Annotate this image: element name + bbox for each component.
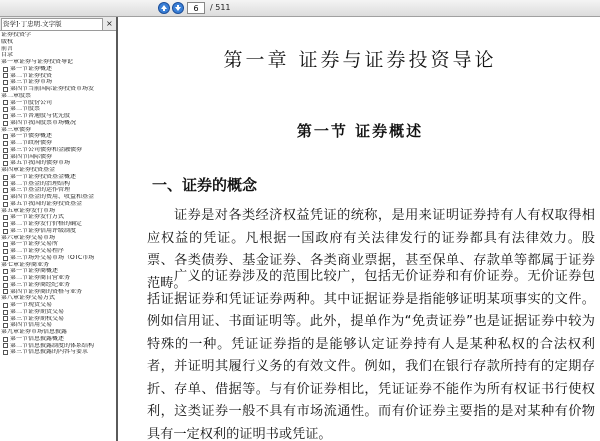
document-page — [120, 17, 600, 441]
bookmark-item[interactable] — [0, 86, 116, 93]
page-icon — [3, 283, 8, 288]
body-paragraph: 广义的证券涉及的范围比较广，包括无价证券和有价证券。无价证券包括证据证券和凭证证券两种。其中证据证券是指能够证明某项事实的文件。例如信用证、书面证明等。此外，提单作为“免责证券”也是证据证券中较为特殊的一种。凭证证券指的是能够认定证券持有人是某种私权的合法权利者，并证明其履行义务的有效文件。例如，我们在银行存款所持有的定期存折、存单、借据等。与有价证券相比，凭证证券不能作为所有权证书行使权利，这类证券一般不具有市场流通性。而有价证券主要指的是对某种有价物具有一定权利的证明书或凭证。 — [147, 269, 595, 441]
bookmark-label: 第二节股票 — [10, 106, 41, 113]
document-tab[interactable]: 资学]·丁忠明.文字版 — [1, 18, 103, 30]
page-icon — [3, 141, 8, 146]
page-icon — [3, 350, 8, 355]
bookmark-label: 第二节基金的治理结构 — [10, 180, 71, 187]
bookmark-label: 第四节当前国际证券投资市场发 — [10, 86, 95, 92]
bookmark-item[interactable] — [0, 73, 116, 80]
bookmark-item[interactable] — [0, 127, 116, 134]
page-icon — [3, 87, 8, 92]
bookmarks-sidebar — [0, 17, 118, 441]
bookmark-label: 第五章证券发行市场 — [1, 207, 56, 214]
page-icon — [3, 80, 8, 85]
close-icon[interactable]: × — [106, 19, 113, 28]
bookmark-item[interactable] — [0, 322, 116, 329]
bookmark-label: 第一节证券概述 — [10, 65, 53, 72]
bookmark-item[interactable] — [0, 52, 116, 59]
bookmark-item[interactable] — [0, 154, 116, 161]
body-paragraph: 证券是对各类经济权益凭证的统称，是用来证明证券持有人有权取得相应权益的凭证。凡根据一国政府有关法律发行的证券都具有法律效力。股票、各类债券、基金证券、各类商业票据，甚至保单、存款单等都属于证券范畴。 — [147, 208, 595, 291]
bookmark-item[interactable] — [0, 59, 116, 66]
arrow-down-icon — [174, 4, 182, 12]
bookmark-label: 第四节国际债券 — [10, 153, 53, 160]
page-icon — [3, 303, 8, 308]
bookmark-label: 第一章证券与证券投资导论 — [1, 59, 74, 65]
bookmark-item[interactable] — [0, 167, 116, 174]
bookmark-item[interactable] — [0, 275, 116, 282]
bookmark-label: 第三章债券 — [1, 126, 32, 133]
page-icon — [3, 121, 8, 126]
bookmark-item[interactable] — [0, 181, 116, 188]
page-icon — [3, 67, 8, 72]
page-icon — [3, 202, 8, 207]
page-icon — [3, 316, 8, 321]
bookmark-item[interactable] — [0, 329, 116, 336]
bookmark-label: 目录 — [1, 52, 14, 59]
page-icon — [3, 107, 8, 112]
bookmark-label: 证券投资学 — [1, 32, 32, 38]
page-total-label: / 511 — [210, 3, 231, 12]
bookmark-item[interactable] — [0, 349, 116, 356]
bookmark-item[interactable] — [0, 93, 116, 100]
bookmark-label: 第一节股份公司 — [10, 99, 53, 106]
bookmark-item[interactable] — [0, 133, 116, 140]
bookmark-label: 第五节我国的证券投资基金 — [10, 200, 83, 207]
page-icon — [3, 175, 8, 180]
page-icon — [3, 289, 8, 294]
bookmark-label: 第三节普通股与优先股 — [10, 113, 71, 119]
bookmark-item[interactable] — [0, 113, 116, 120]
bookmark-item[interactable] — [0, 336, 116, 343]
page-number-input[interactable] — [187, 2, 205, 14]
bookmark-item[interactable] — [0, 268, 116, 275]
page-icon — [3, 256, 8, 261]
page-icon — [3, 323, 8, 328]
page-icon — [3, 269, 8, 274]
bookmark-label: 第二节信息披露制度的体系结构 — [10, 342, 95, 349]
section-title: 第一节 证券概述 — [296, 122, 424, 140]
bookmark-label: 第一节证券商概述 — [10, 268, 59, 275]
bookmark-item[interactable] — [0, 160, 116, 167]
page-icon — [3, 276, 8, 281]
page-icon — [3, 215, 8, 220]
bookmark-label: 第二节证券期货交易 — [10, 308, 65, 315]
bookmark-item[interactable] — [0, 46, 116, 53]
page-icon — [3, 154, 8, 159]
bookmark-item[interactable] — [0, 248, 116, 255]
page-icon — [3, 310, 8, 315]
bookmark-item[interactable] — [0, 39, 116, 46]
bookmark-label: 第四节证券商的资格与业务 — [10, 288, 83, 295]
bookmark-label: 第一节证券投资基金概述 — [10, 173, 77, 180]
bookmark-item[interactable] — [0, 32, 116, 39]
bookmark-label: 第二节证券交易程序 — [10, 248, 65, 254]
bookmark-label: 第一节证券交易所 — [10, 241, 59, 248]
bookmark-item[interactable] — [0, 214, 116, 221]
bookmark-item[interactable] — [0, 66, 116, 73]
page-icon — [3, 114, 8, 119]
bookmark-item[interactable] — [0, 235, 116, 242]
bookmark-label: 第三节公司债券和金融债券 — [10, 146, 83, 153]
bookmark-item[interactable] — [0, 147, 116, 154]
bookmark-label: 第三节证券信用评级制度 — [10, 227, 77, 234]
bookmark-item[interactable] — [0, 174, 116, 181]
bookmark-item[interactable] — [0, 302, 116, 309]
bookmark-label: 第一节信息披露概述 — [10, 335, 65, 342]
page-icon — [3, 195, 8, 200]
page-icon — [3, 73, 8, 78]
page-icon — [3, 161, 8, 166]
bookmark-item[interactable] — [0, 241, 116, 248]
bookmark-item[interactable] — [0, 194, 116, 201]
bookmark-item[interactable] — [0, 316, 116, 323]
arrow-up-icon — [160, 4, 168, 12]
bookmark-label: 第二节证券商自营业务 — [10, 275, 71, 281]
bookmark-item[interactable] — [0, 208, 116, 215]
bookmark-label: 第二章股票 — [1, 92, 32, 99]
bookmark-label: 第三节证券商经纪业务 — [10, 281, 71, 288]
bookmark-item[interactable] — [0, 262, 116, 269]
bookmark-label: 第二节政府债券 — [10, 140, 53, 146]
bookmark-label: 第五节我国的债券市场 — [10, 160, 71, 167]
bookmark-item[interactable] — [0, 120, 116, 127]
bookmark-item[interactable] — [0, 295, 116, 302]
subsection-title: 一、证券的概念 — [152, 176, 258, 194]
chapter-title: 第一章 证券与证券投资导论 — [223, 49, 497, 71]
bookmark-item[interactable] — [0, 106, 116, 113]
next-page-button[interactable] — [172, 2, 184, 14]
document-tab-bar — [0, 17, 116, 31]
bookmark-item[interactable] — [0, 187, 116, 194]
bookmark-label: 第一节债券概述 — [10, 133, 53, 140]
toolbar — [0, 0, 600, 17]
bookmark-label: 前言 — [1, 45, 14, 52]
bookmark-label: 第八章证券交易方式 — [1, 295, 56, 302]
bookmark-item[interactable] — [0, 309, 116, 316]
bookmark-label: 第三节基金的运作管理 — [10, 187, 71, 194]
page-icon — [3, 181, 8, 186]
bookmark-tree — [0, 31, 116, 356]
bookmark-item[interactable] — [0, 255, 116, 262]
bookmark-label: 第三节证券市场 — [10, 79, 53, 86]
bookmark-label: 第九章证券市场信息披露 — [1, 329, 68, 335]
bookmark-label: 第二节证券发行价格的确定 — [10, 221, 83, 227]
page-icon — [3, 148, 8, 153]
bookmark-item[interactable] — [0, 289, 116, 296]
bookmark-label: 第一节证券发行方式 — [10, 214, 65, 221]
bookmark-item[interactable] — [0, 228, 116, 235]
bookmark-item[interactable] — [0, 140, 116, 147]
bookmark-label: 第七章证券商业务 — [1, 261, 50, 268]
bookmark-item[interactable] — [0, 343, 116, 350]
page-icon — [3, 100, 8, 105]
page-icon — [3, 242, 8, 247]
page-icon — [3, 188, 8, 193]
bookmark-label: 第三节场外交易市场（OTC市场 — [10, 254, 95, 261]
bookmark-label: 第四节基金的费用、收益和基金 — [10, 194, 95, 200]
page-icon — [3, 229, 8, 234]
bookmark-label: 版权 — [1, 38, 14, 45]
bookmark-item[interactable] — [0, 201, 116, 208]
bookmark-label: 第二节证券投资 — [10, 72, 53, 79]
page-icon — [3, 343, 8, 348]
bookmark-label: 第四章证券投资基金 — [1, 167, 56, 173]
page-icon — [3, 337, 8, 342]
page-icon — [3, 222, 8, 227]
bookmark-label: 第四节我国股票市场概况 — [10, 119, 77, 126]
bookmark-label: 第四节信用交易 — [10, 322, 53, 329]
bookmark-item[interactable] — [0, 100, 116, 107]
previous-page-button[interactable] — [158, 2, 170, 14]
bookmark-item[interactable] — [0, 221, 116, 228]
bookmark-item[interactable] — [0, 282, 116, 289]
page-icon — [3, 249, 8, 254]
bookmark-item[interactable] — [0, 79, 116, 86]
bookmark-label: 第六章证券交易市场 — [1, 234, 56, 241]
page-icon — [3, 134, 8, 139]
bookmark-label: 第三节信息披露的内容与要求 — [10, 349, 89, 356]
bookmark-label: 第一节现货交易 — [10, 302, 53, 308]
bookmark-label: 第三节证券期权交易 — [10, 315, 65, 322]
